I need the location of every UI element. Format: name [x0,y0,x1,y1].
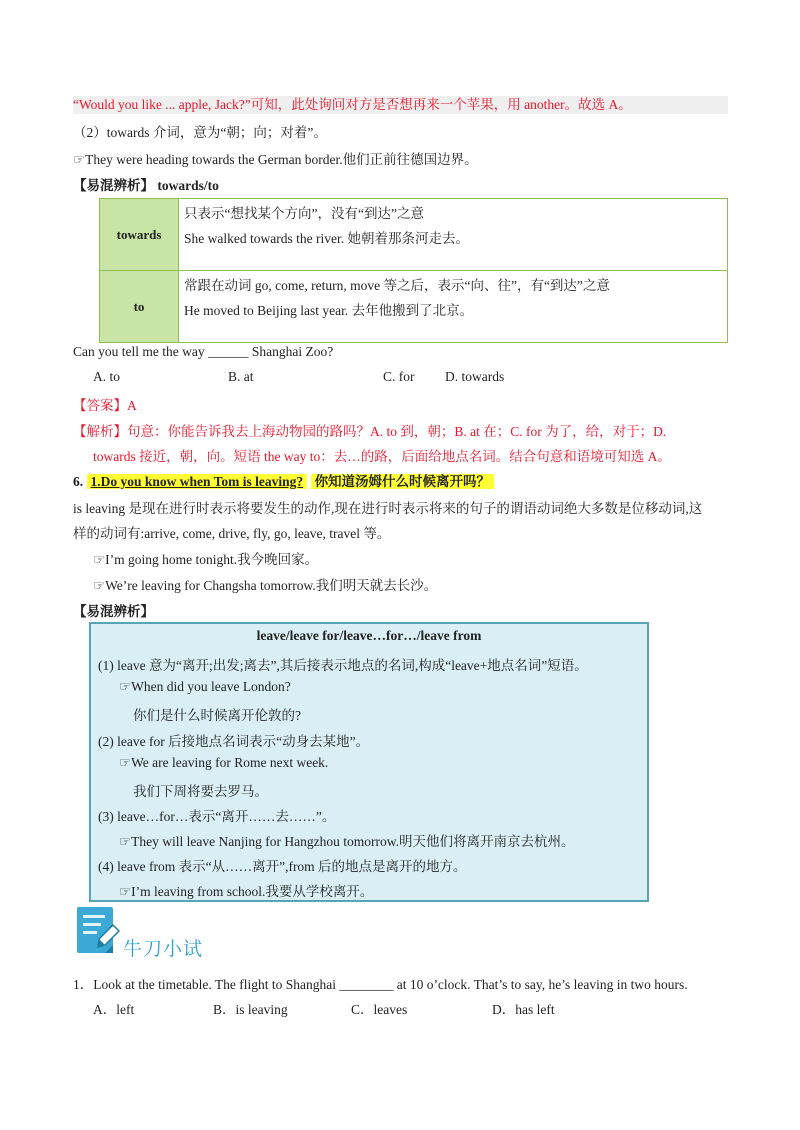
point6-explain-line-2: 样的动词有:arrive, come, drive, fly, go, leave, travel 等。 [73,526,391,541]
leave-box-line: (4) leave from 表示“从……离开”,from 后的地点是离开的地方。 [98,859,467,874]
table-line: 常跟在动词 go, come, return, move 等之后，表示“向、往”，有“到达”之意 [184,278,610,293]
practice-title: 牛刀小试 [123,938,204,960]
leave-box-line: ☞They will leave Nanjing for Hangzhou tomorrow.明天他们将离开南京去杭州。 [119,834,575,849]
towards-example: ☞They were heading towards the German border.他们正前往德国边界。 [73,152,478,167]
previous-explanation: “Would you like ... apple, Jack?”可知，此处询问对方是否想再来一个苹果，用 another。故选 A。 [73,96,728,114]
leave-box-line: ☞When did you leave London? [119,679,291,694]
leave-box-line: (1) leave 意为“离开;出发;离去”,其后接表示地点的名词,构成“leave+地点名词”短语。 [98,658,588,673]
point6-number: 6. [73,474,84,489]
option-d: D. towards [445,369,505,384]
exercise-option-b: B．is leaving [213,1002,288,1017]
option-c: C. for [383,369,415,384]
leave-comparison-box [89,622,649,902]
table-row [100,271,728,343]
exercise-option-a: A．left [93,1002,135,1017]
table-cell-to [179,271,728,343]
table-line: 只表示“想找某个方向”，没有“到达”之意 [184,206,424,221]
point6-example-1: ☞I’m going home tonight.我今晚回家。 [93,552,319,567]
leave-box-line: ☞I’m leaving from school.我要从学校离开。 [119,884,374,899]
table-cell-towards [179,199,728,271]
point6-explain-line-1: is leaving 是现在进行时表示将要发生的动作,现在进行时表示将来的句子的谓语动词绝大多数是位移动词,这 [73,501,703,516]
point6-example-2: ☞We’re leaving for Changsha tomorrow.我们明天就去长沙。 [93,578,438,593]
leave-box-line: (3) leave…for…表示“离开……去……”。 [98,809,336,824]
analysis-line-2: towards 接近，朝，向。短语 the way to：去…的路，后面给地点名词。结合句意和语境可知选 A。 [93,449,671,464]
analysis-line-1: 【解析】句意：你能告诉我去上海动物园的路吗？A. to 到，朝；B. at 在；C. for 为了，给，对于；D. [73,424,667,439]
exercise-stem: 1．Look at the timetable. The flight to Shanghai ________ at 10 o’clock. That’s to say, he’s leaving in two hours. [73,977,688,992]
answer: 【答案】A [73,398,137,413]
leave-box-title: leave/leave for/leave…for…/leave from [256,628,482,643]
point6-english: 1.Do you know when Tom is leaving? [87,474,308,489]
table-line: He moved to Beijing last year. 去年他搬到了北京。 [184,303,474,318]
confusion-heading-towards-to: 【易混辨析】 towards/to [73,178,219,193]
point6-chinese: 你知道汤姆什么时候离开吗？ [311,474,495,489]
leave-box-line: ☞We are leaving for Rome next week. [119,755,329,770]
exercise-option-d: D．has left [492,1002,555,1017]
table-row [100,199,728,271]
option-b: B. at [228,369,254,384]
table-term-to: to [100,271,179,343]
leave-box-line: 我们下周将要去罗马。 [133,784,268,799]
leave-box-line: (2) leave for 后接地点名词表示“动身去某地”。 [98,734,370,749]
option-a: A. to [93,369,120,384]
note-pencil-icon [75,905,121,957]
question-stem: Can you tell me the way ______ Shanghai Zoo? [73,344,334,359]
towards-definition: （2）towards 介词，意为“朝；向；对着”。 [73,125,327,140]
exercise-option-c: C．leaves [351,1002,408,1017]
towards-to-table [99,198,728,343]
table-term-towards: towards [100,199,179,271]
table-line: She walked towards the river. 她朝着那条河走去。 [184,231,469,246]
leave-box-line: 你们是什么时候离开伦敦的? [133,708,301,723]
point6-heading [73,470,494,490]
confusion-heading-leave: 【易混辨析】 [73,604,154,619]
